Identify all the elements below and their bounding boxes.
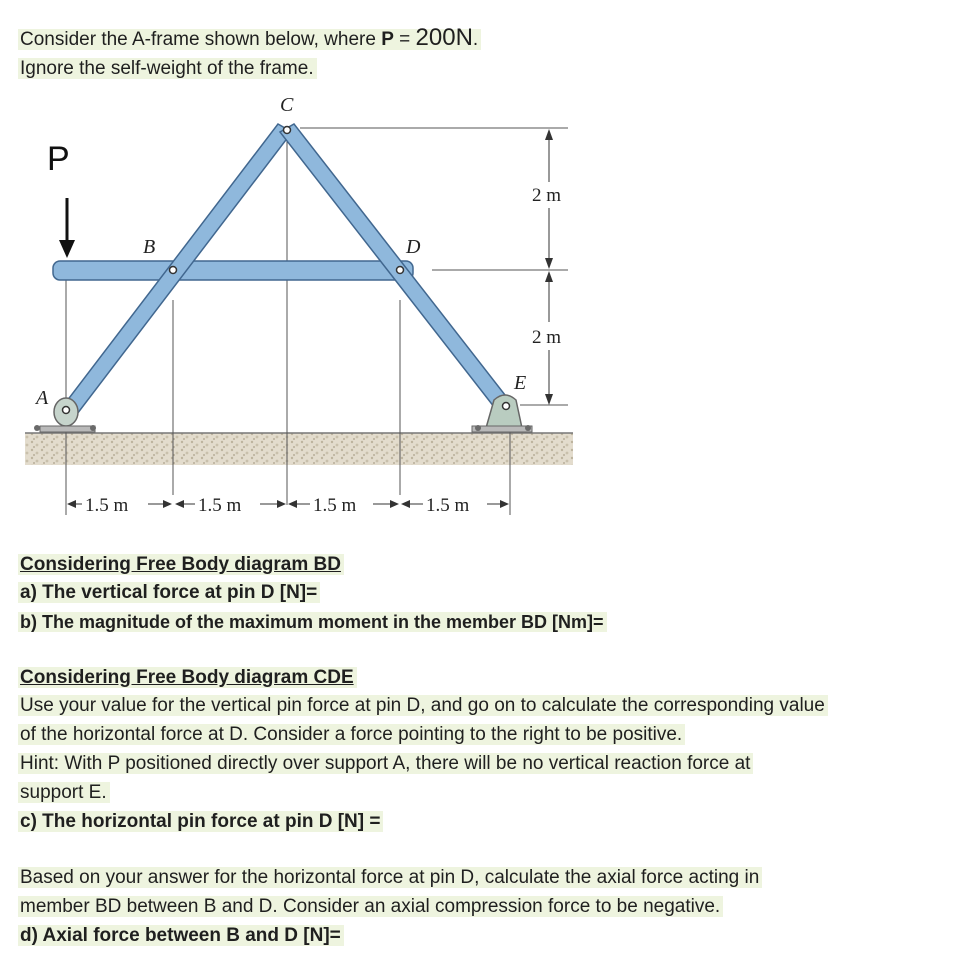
- cde-text-line-2: [18, 722, 685, 748]
- question-b: b) The magnitude of the maximum moment in the member BD [Nm]=: [18, 612, 607, 632]
- axial-text-1: Based on your answer for the horizontal force at pin D, calculate the axial force acting in: [18, 867, 762, 888]
- section-cde-heading: Considering Free Body diagram CDE: [18, 667, 357, 688]
- dim-1-5m-2: 1.5 m: [198, 495, 242, 516]
- question-a: a) The vertical force at pin D [N]=: [18, 582, 320, 603]
- load-value: 200N: [415, 24, 473, 51]
- load-label: P: [47, 140, 70, 178]
- cde-text-1: Use your value for the vertical pin force at pin D, and go on to calculate the corresponding value: [18, 695, 828, 716]
- section-cde-heading-line: [18, 665, 357, 691]
- a-frame-figure: [0, 0, 620, 535]
- question-b-line: [18, 609, 607, 635]
- hint-line-2: [18, 780, 110, 806]
- cde-text-2: of the horizontal force at D. Consider a force pointing to the right to be positive.: [18, 724, 685, 745]
- axial-text-2: member BD between B and D. Consider an axial compression force to be negative.: [18, 896, 723, 917]
- question-d: d) Axial force between B and D [N]=: [18, 925, 344, 946]
- hint-text-2: support E.: [18, 782, 110, 803]
- question-c: c) The horizontal pin force at pin D [N] =: [18, 811, 383, 832]
- dim-1-5m-3: 1.5 m: [313, 495, 357, 516]
- axial-text-line-2: [18, 894, 723, 920]
- label-e: E: [514, 372, 527, 394]
- support-e: [472, 395, 532, 432]
- section-bd-heading-line: [18, 552, 344, 578]
- equals-sign: =: [393, 29, 416, 50]
- label-d: D: [406, 236, 421, 258]
- hint-line-1: [18, 751, 753, 777]
- member-bd: [53, 261, 413, 280]
- self-weight-note: Ignore the self-weight of the frame.: [18, 58, 317, 79]
- section-bd-heading: Considering Free Body diagram BD: [18, 554, 344, 575]
- label-a: A: [36, 387, 49, 409]
- load-symbol: P: [381, 29, 394, 50]
- cde-text-line-1: [18, 693, 828, 719]
- dim-2m-upper: 2 m: [532, 185, 562, 206]
- question-d-line: [18, 923, 344, 949]
- ground: [25, 433, 573, 465]
- dim-2m-lower: 2 m: [532, 327, 562, 348]
- question-a-line: [18, 580, 320, 606]
- intro-text: Consider the A-frame shown below, where: [20, 29, 382, 50]
- dim-1-5m-1: 1.5 m: [85, 495, 129, 516]
- label-b: B: [143, 236, 156, 258]
- label-c: C: [280, 94, 294, 116]
- dim-1-5m-4: 1.5 m: [426, 495, 470, 516]
- question-c-line: [18, 809, 383, 835]
- axial-text-line-1: [18, 865, 762, 891]
- load-arrow-icon: [59, 240, 75, 258]
- hint-text-1: Hint: With P positioned directly over support A, there will be no vertical reaction force at: [18, 753, 753, 774]
- period: .: [472, 29, 479, 50]
